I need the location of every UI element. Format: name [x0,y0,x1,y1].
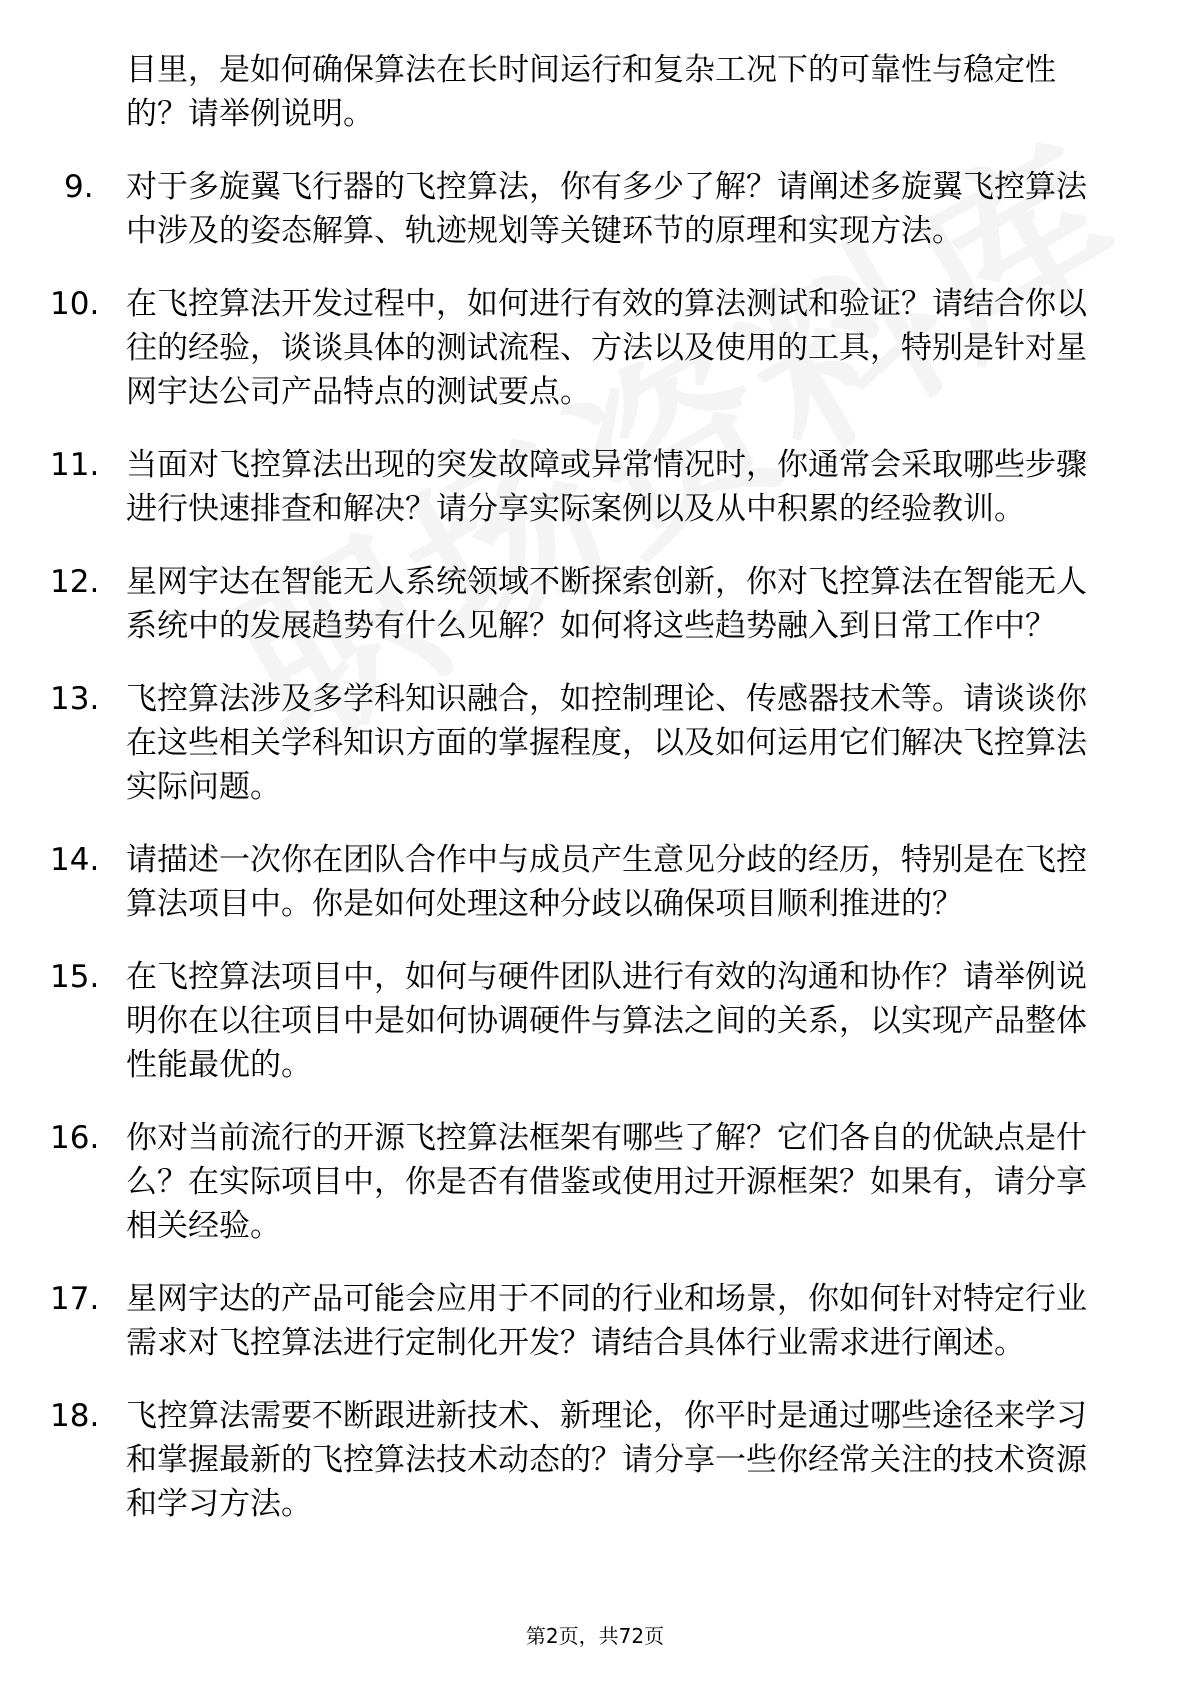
list-item [0,838,1190,926]
list-item [0,165,1190,253]
list-item [0,560,1190,648]
question-number: 16. [50,1120,100,1156]
question-number: 11. [50,447,100,483]
continuation-paragraph: 目里，是如何确保算法在长时间运行和复杂工况下的可靠性与稳定性的？请举例说明。 [126,52,1056,132]
question-number: 18. [50,1398,100,1434]
list-item [0,443,1190,531]
question-text: 当面对飞控算法出现的突发故障或异常情况时，你通常会采取哪些步骤进行快速排查和解决？请分享实际案例以及从中积累的经验教训。 [126,447,1087,527]
question-text: 星网宇达的产品可能会应用于不同的行业和场景，你如何针对特定行业需求对飞控算法进行定制化开发？请结合具体行业需求进行阐述。 [126,1281,1087,1361]
list-item [0,1116,1190,1248]
question-list [0,48,1190,1555]
question-number: 17. [50,1281,100,1317]
question-number: 13. [50,681,100,717]
list-item [0,955,1190,1087]
list-item [0,282,1190,414]
question-text: 请描述一次你在团队合作中与成员产生意见分歧的经历，特别是在飞控算法项目中。你是如何处理这种分歧以确保项目顺利推进的？ [126,842,1087,922]
question-number: 12. [50,564,100,600]
question-text: 在飞控算法项目中，如何与硬件团队进行有效的沟通和协作？请举例说明你在以往项目中是如何协调硬件与算法之间的关系，以实现产品整体性能最优的。 [126,959,1087,1083]
page-number-footer: 第2页，共72页 [525,1624,665,1648]
question-text: 飞控算法需要不断跟进新技术、新理论，你平时是通过哪些途径来学习和掌握最新的飞控算法技术动态的？请分享一些你经常关注的技术资源和学习方法。 [126,1398,1087,1522]
list-item [0,1277,1190,1365]
question-text: 你对当前流行的开源飞控算法框架有哪些了解？它们各自的优缺点是什么？在实际项目中，你是否有借鉴或使用过开源框架？如果有，请分享相关经验。 [126,1120,1087,1244]
question-text: 对于多旋翼飞行器的飞控算法，你有多少了解？请阐述多旋翼飞控算法中涉及的姿态解算、轨迹规划等关键环节的原理和实现方法。 [126,169,1087,249]
question-text: 飞控算法涉及多学科知识融合，如控制理论、传感器技术等。请谈谈你在这些相关学科知识方面的掌握程度，以及如何运用它们解决飞控算法实际问题。 [126,681,1087,805]
question-text: 在飞控算法开发过程中，如何进行有效的算法测试和验证？请结合你以往的经验，谈谈具体的测试流程、方法以及使用的工具，特别是针对星网宇达公司产品特点的测试要点。 [126,286,1087,410]
list-item [0,1394,1190,1526]
question-text: 星网宇达在智能无人系统领域不断探索创新，你对飞控算法在智能无人系统中的发展趋势有什么见解？如何将这些趋势融入到日常工作中？ [126,564,1087,644]
question-number: 9. [64,169,94,205]
question-number: 10. [50,286,100,322]
list-item [0,677,1190,809]
question-number: 14. [50,842,100,878]
question-number: 15. [50,959,100,995]
